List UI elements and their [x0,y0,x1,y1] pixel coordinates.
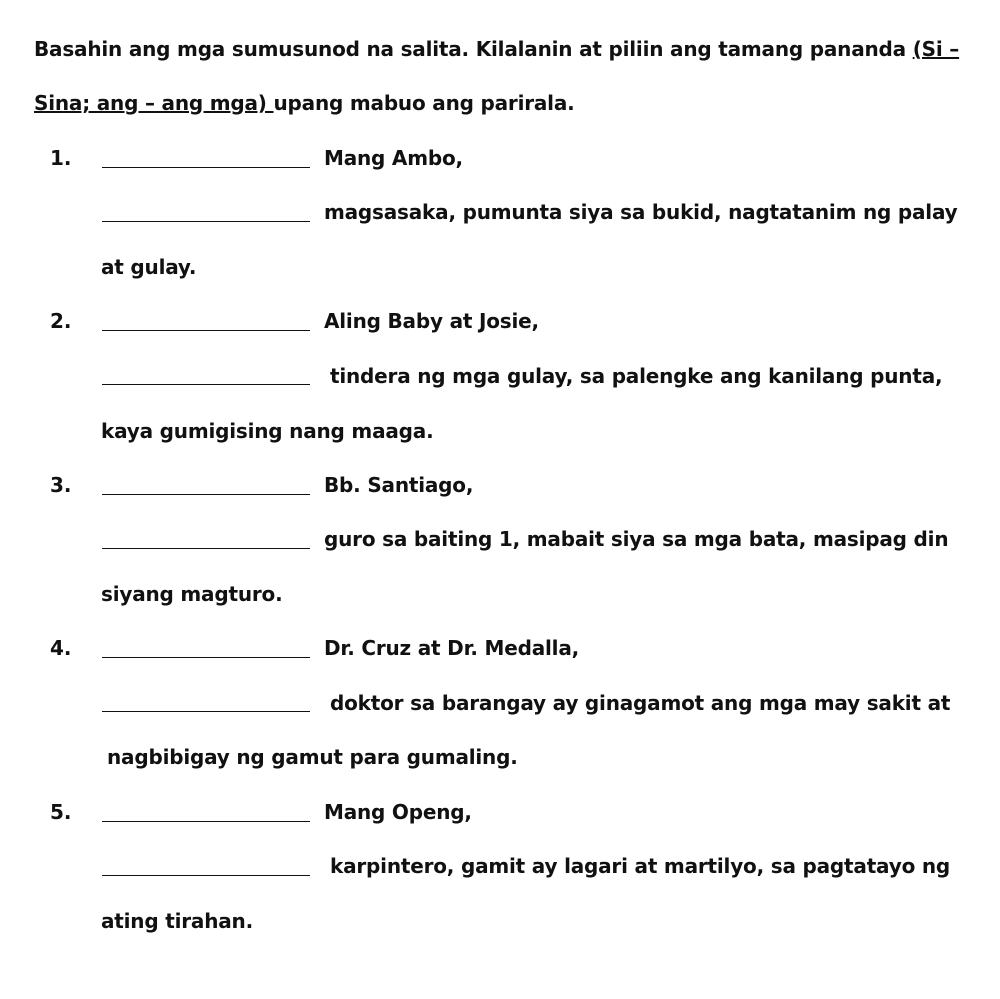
item-sentence: doktor sa barangay ay ginagamot ang mga may sakit at [330,691,951,715]
instructions-text: Basahin ang mga sumusunod na salita. Kilalanin at piliin ang tamang pananda [34,37,913,61]
answer-blank-3b[interactable] [102,548,310,549]
answer-blank-2b[interactable] [102,384,310,385]
item-subject: Bb. Santiago, [324,473,474,497]
item-sentence: magsasaka, pumunta siya sa bukid, nagtatanim ng palay [324,200,958,224]
item-number: 5. [50,800,72,824]
item-sentence-continuation: siyang magturo. [101,582,283,606]
item-sentence: guro sa baiting 1, mabait siya sa mga bata, masipag din [324,527,949,551]
item-number: 1. [50,146,72,170]
item-sentence-continuation: at gulay. [101,255,197,279]
item-number: 2. [50,309,72,333]
item-sentence-continuation: ating tirahan. [101,909,253,933]
answer-blank-3a[interactable] [102,494,310,495]
instructions-line-2 [34,91,575,115]
item-subject: Dr. Cruz at Dr. Medalla, [324,636,580,660]
answer-blank-2a[interactable] [102,330,310,331]
answer-blank-1b[interactable] [102,221,310,222]
instructions-text-end: upang mabuo ang parirala. [273,91,575,115]
item-number: 4. [50,636,72,660]
item-number: 3. [50,473,72,497]
marker-options-part-1: (Si – [912,37,960,61]
item-sentence: tindera ng mga gulay, sa palengke ang kanilang punta, [330,364,943,388]
item-sentence-continuation: nagbibigay ng gamut para gumaling. [107,745,518,769]
answer-blank-4b[interactable] [102,711,310,712]
item-subject: Aling Baby at Josie, [324,309,539,333]
item-subject: Mang Ambo, [324,146,463,170]
item-sentence-continuation: kaya gumigising nang maaga. [101,419,434,443]
answer-blank-5b[interactable] [102,875,310,876]
instructions-line-1 [34,37,959,61]
answer-blank-4a[interactable] [102,657,310,658]
answer-blank-1a[interactable] [102,167,310,168]
answer-blank-5a[interactable] [102,821,310,822]
item-sentence: karpintero, gamit ay lagari at martilyo, sa pagtatayo ng [330,854,951,878]
marker-options-part-2: Sina; ang – ang mga) [34,91,274,115]
item-subject: Mang Openg, [324,800,472,824]
